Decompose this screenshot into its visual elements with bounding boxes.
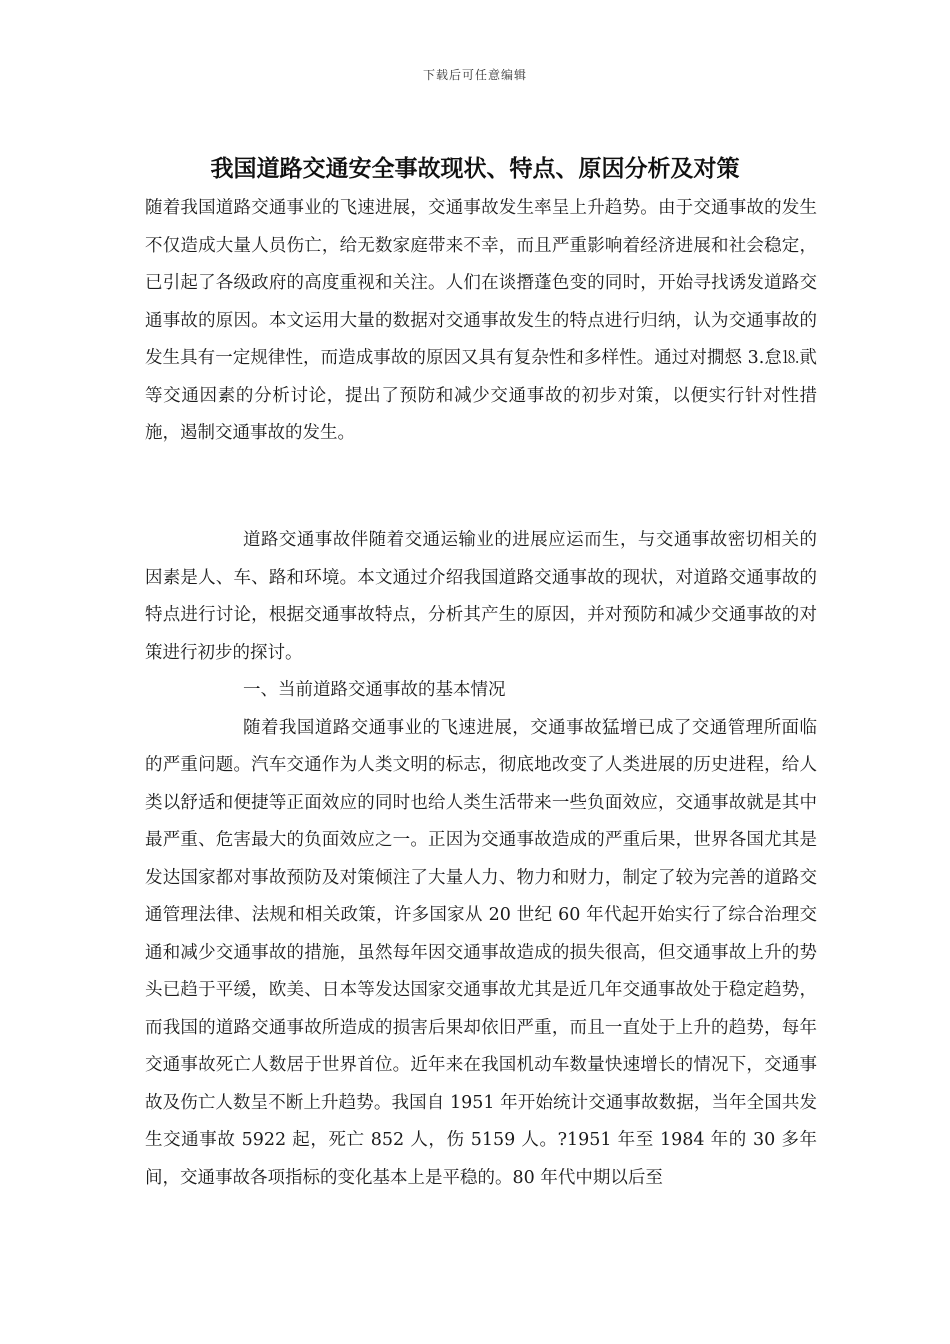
section-paragraph: 随着我国道路交通事业的飞速进展，交通事故猛增已成了交通管理所面临的严重问题。汽车交通作为人类文明的标志，彻底地改变了人类进展的历史进程，给人类以舒适和便捷等正面效应的同时也给人类生活带来一些负面效应，交通事故就是其中最严重、危害最大的负面效应之一。正因为交通事故造成的严重后果，世界各国尤其是发达国家都对事故预防及对策倾注了大量人力、物力和财力，制定了较为完善的道路交通管理法律、法规和相关政策，许多国家从 20 世纪 60 年代起开始实行了综合治理交通和减少交通事故的措施，虽然每年因交通事故造成的损失很高，但交通事故上升的势头已趋于平缓，欧美、日本等发达国家交通事故尤其是近几年交通事故处于稳定趋势，而我国的道路交通事故所造成的损害后果却依旧严重，而且一直处于上升的趋势，每年交通事故死亡人数居于世界首位。近年来在我国机动车数量快速增长的情况下，交通事故及伤亡人数呈不断上升趋势。我国自 1951 年开始统计交通事故数据，当年全国共发生交通事故 5922 起，死亡 852 人，伤 5159 人。?1951 年至 1984 年的 30 多年间，交通事故各项指标的变化基本上是平稳的。80 年代中期以后至 [145, 717, 817, 1188]
document-title: 我国道路交通安全事故现状、特点、原因分析及对策 [210, 155, 740, 182]
header-note: 下载后可任意编辑 [422, 68, 527, 82]
main-body [145, 522, 817, 1197]
section-heading: 一、当前道路交通事故的基本情况 [243, 680, 506, 700]
intro-paragraph: 道路交通事故伴随着交通运输业的进展应运而生，与交通事故密切相关的因素是人、车、路和环境。本文通过介绍我国道路交通事故的现状，对道路交通事故的特点进行讨论，根据交通事故特点，分析其产生的原因，并对预防和减少交通事故的对策进行初步的探讨。 [145, 530, 817, 663]
abstract-paragraph: 随着我国道路交通事业的飞速进展，交通事故发生率呈上升趋势。由于交通事故的发生不仅造成大量人员伤亡，给无数家庭带来不幸，而且严重影响着经济进展和社会稳定，已引起了各级政府的高度重视和关注。人们在谈撍蓬色变的同时，开始寻找诱发道路交通事故的原因。本文运用大量的数据对交通事故发生的特点进行归纳，认为交通事故的发生具有一定规律性，而造成事故的原因又具有复杂性和多样性。通过对撊惄 3.怠⒙貮 等交通因素的分析讨论，提出了预防和减少交通事故的初步对策，以便实行针对性措施，遏制交通事故的发生。 [145, 198, 835, 443]
